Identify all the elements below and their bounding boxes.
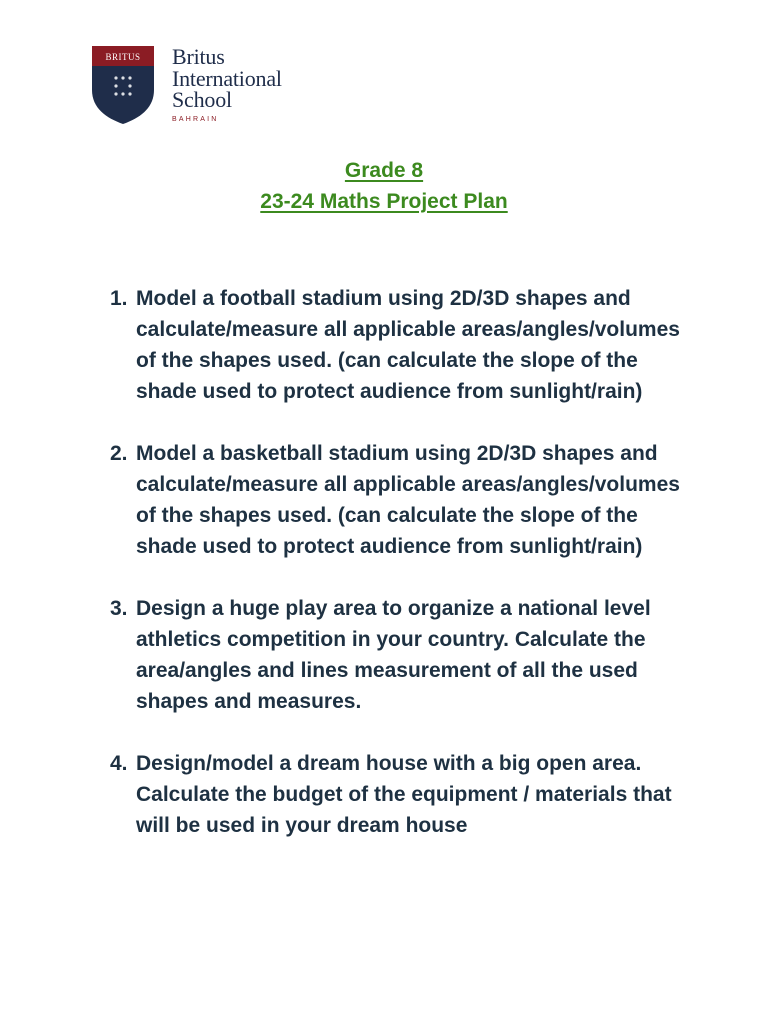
school-name-line-1: Britus — [172, 44, 225, 69]
page-title: 23-24 Maths Project Plan — [260, 190, 508, 213]
item-number: 4. — [110, 752, 128, 775]
school-crest-icon — [92, 46, 154, 124]
item-number: 2. — [110, 442, 128, 465]
item-text: Model a basketball stadium using 2D/3D shapes and calculate/measure all applicable areas/angles/volumes of the shapes used. (can calculate the slope of the shade used to protect audience from sunlight/rain) — [136, 442, 680, 558]
project-list — [110, 283, 680, 872]
item-text: Model a football stadium using 2D/3D shapes and calculate/measure all applicable areas/angles/volumes of the shapes used. (can calculate the slope of the shade used to protect audience from sunlight/rain) — [136, 287, 680, 403]
list-item — [110, 748, 680, 841]
item-text: Design a huge play area to organize a national level athletics competition in your country. Calculate the area/angles and lines measurement of all the used shapes and measures. — [136, 597, 651, 713]
school-location: BAHRAIN — [172, 116, 219, 123]
school-name-line-3: School — [172, 87, 232, 112]
list-item — [110, 283, 680, 407]
item-text: Design/model a dream house with a big open area. Calculate the budget of the equipment / materials that will be used in your dream house — [136, 752, 672, 837]
crest-label: BRITUS — [105, 52, 141, 62]
grade-heading: Grade 8 — [344, 159, 424, 182]
school-name-line-2: International — [172, 65, 282, 91]
item-number: 1. — [110, 287, 128, 310]
list-item — [110, 438, 680, 562]
item-number: 3. — [110, 597, 128, 620]
school-logo — [92, 46, 312, 126]
school-name — [172, 46, 282, 111]
list-item — [110, 593, 680, 717]
